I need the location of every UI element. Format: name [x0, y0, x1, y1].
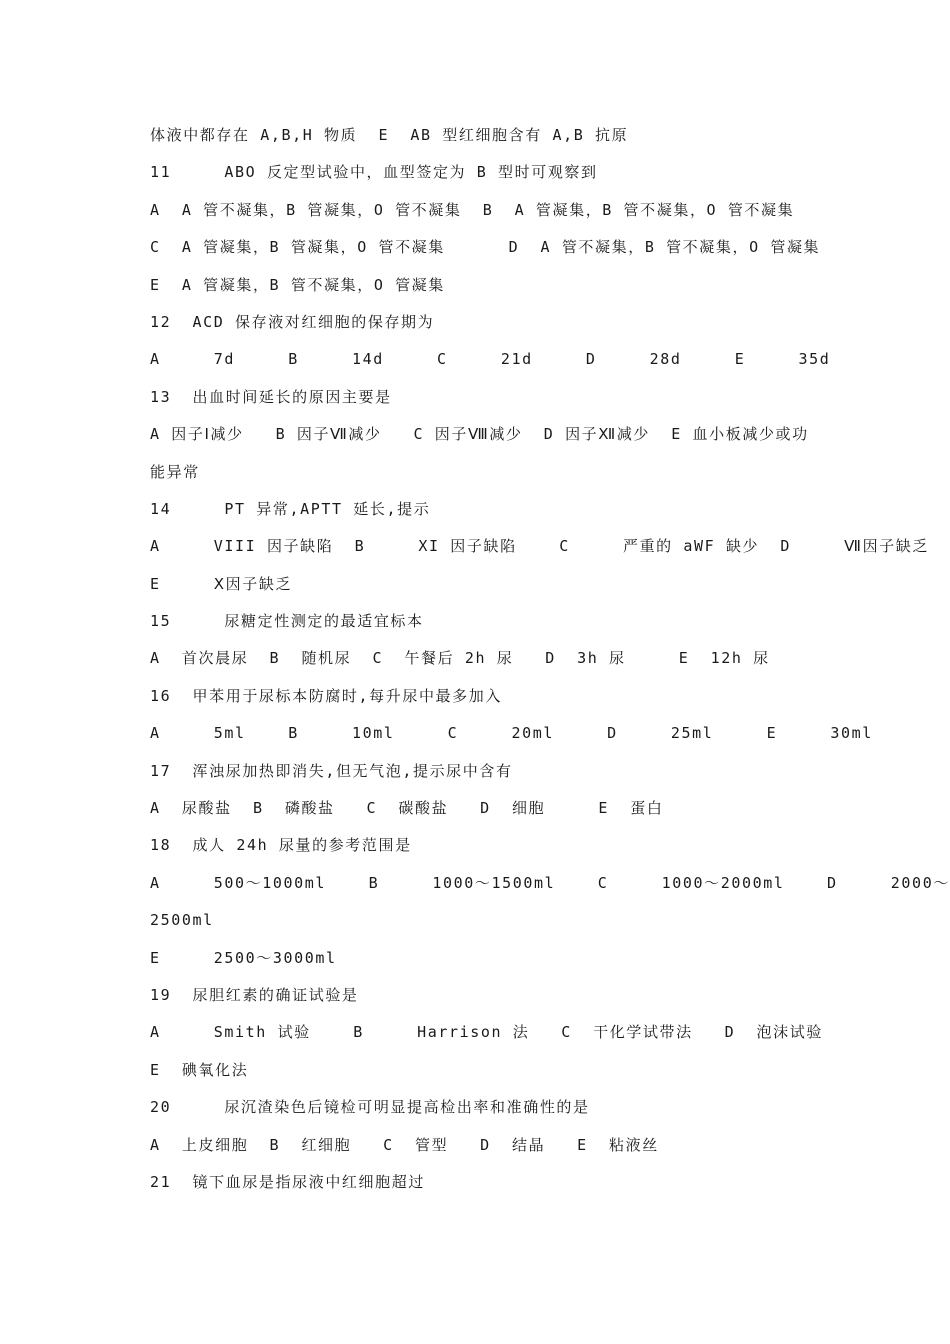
options-line: A 因子Ⅰ减少 B 因子Ⅶ减少 C 因子Ⅷ减少 D 因子Ⅻ减少 E 血小板减少或功	[150, 425, 809, 444]
options-line: 2500ml	[150, 911, 214, 930]
options-line: A Smith 试验 B Harrison 法 C 干化学试带法 D 泡沫试验	[150, 1023, 823, 1042]
options-line: A 尿酸盐 B 磷酸盐 C 碳酸盐 D 细胞 E 蛋白	[150, 799, 664, 818]
question-14: 14 PT 异常,APTT 延长,提示	[150, 499, 431, 518]
options-line: 能异常	[150, 462, 200, 481]
document-text	[150, 117, 950, 1201]
options-line: E A 管凝集，B 管不凝集，O 管凝集	[150, 275, 445, 294]
question-11: 11 ABO 反定型试验中，血型签定为 B 型时可观察到	[150, 163, 598, 182]
options-line: A 500～1000ml B 1000～1500ml C 1000～2000ml D 2000～	[150, 873, 950, 892]
question-19: 19 尿胆红素的确证试验是	[150, 985, 359, 1004]
options-line: A 上皮细胞 B 红细胞 C 管型 D 结晶 E 粘液丝	[150, 1135, 659, 1154]
options-line: E Ⅹ因子缺乏	[150, 574, 293, 593]
options-line: E 2500～3000ml	[150, 948, 337, 967]
options-line: C A 管凝集，B 管凝集，O 管不凝集 D A 管不凝集，B 管不凝集，O 管凝集	[150, 238, 821, 257]
question-18: 18 成人 24h 尿量的参考范围是	[150, 836, 412, 855]
question-17: 17 浑浊尿加热即消失,但无气泡,提示尿中含有	[150, 761, 513, 780]
options-line: A A 管不凝集，B 管凝集，O 管不凝集 B A 管凝集，B 管不凝集，O 管不凝集	[150, 200, 795, 219]
question-12: 12 ACD 保存液对红细胞的保存期为	[150, 312, 435, 331]
options-line: A 7d B 14d C 21d D 28d E 35d	[150, 350, 831, 369]
question-21: 21 镜下血尿是指尿液中红细胞超过	[150, 1172, 425, 1191]
question-15: 15 尿糖定性测定的最适宜标本	[150, 612, 424, 631]
question-16: 16 甲苯用于尿标本防腐时,每升尿中最多加入	[150, 686, 502, 705]
options-line: A VIII 因子缺陷 B XI 因子缺陷 C 严重的 aWF 缺少 D Ⅶ因子缺乏	[150, 537, 929, 556]
question-13: 13 出血时间延长的原因主要是	[150, 387, 392, 406]
text-line: 体液中都存在 A,B,H 物质 E AB 型红细胞含有 A,B 抗原	[150, 126, 629, 144]
question-20: 20 尿沉渣染色后镜检可明显提高检出率和准确性的是	[150, 1098, 590, 1117]
options-line: E 碘氧化法	[150, 1060, 249, 1079]
options-line: A 5ml B 10ml C 20ml D 25ml E 30ml	[150, 724, 873, 743]
options-line: A 首次晨尿 B 随机尿 C 午餐后 2h 尿 D 3h 尿 E 12h 尿	[150, 649, 770, 668]
